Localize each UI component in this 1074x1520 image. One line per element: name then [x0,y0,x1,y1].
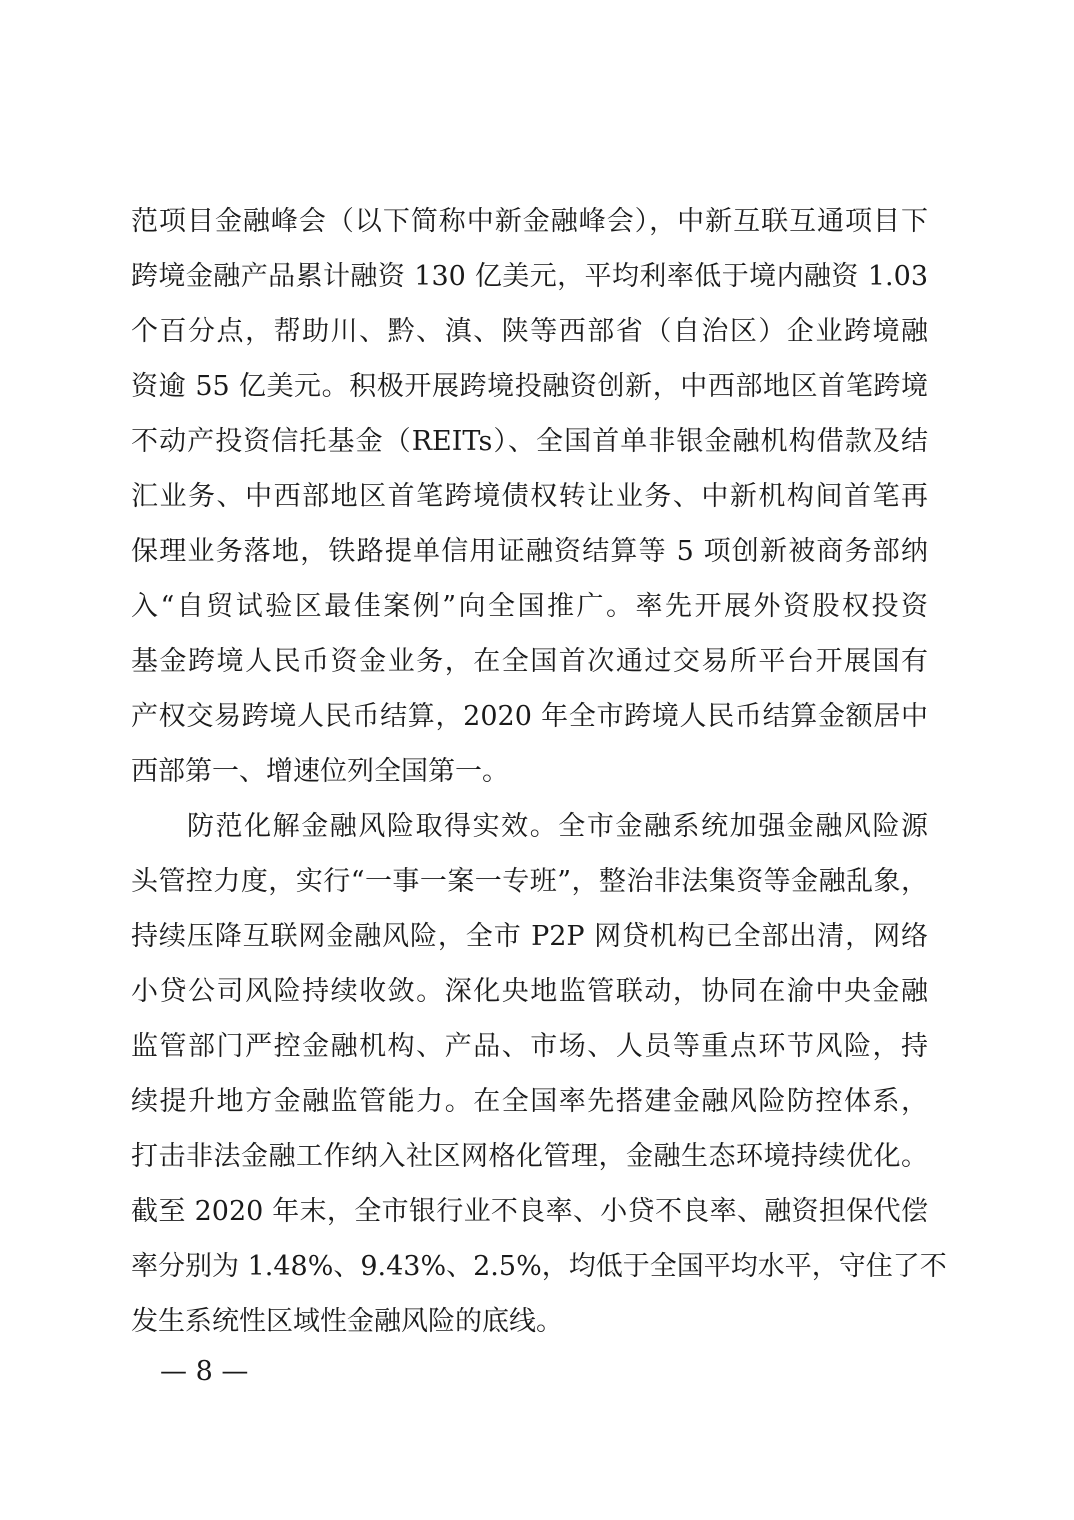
paragraph-2-line-7: 打击非法金融工作纳入社区网格化管理，金融生态环境持续优化。 [131,1141,928,1172]
paragraph-1-line-2: 跨境金融产品累计融资 130 亿美元，平均利率低于境内融资 1.03 [131,261,928,292]
paragraph-1-line-11: 西部第一、增速位列全国第一。 [131,756,509,787]
paragraph-1-line-6: 汇业务、中西部地区首笔跨境债权转让业务、中新机构间首笔再 [131,481,928,512]
paragraph-2-line-9: 率分别为 1.48%、9.43%、2.5%，均低于全国平均水平，守住了不 [131,1251,947,1282]
paragraph-2-line-5: 监管部门严控金融机构、产品、市场、人员等重点环节风险，持 [131,1031,928,1062]
paragraph-1-line-9: 基金跨境人民币资金业务，在全国首次通过交易所平台开展国有 [131,646,928,677]
page-number: — 8 — [160,1356,249,1387]
paragraph-2-line-10: 发生系统性区域性金融风险的底线。 [131,1306,563,1337]
paragraph-1-line-8: 入“自贸试验区最佳案例”向全国推广。率先开展外资股权投资 [131,591,928,622]
paragraph-1-line-3: 个百分点，帮助川、黔、滇、陕等西部省（自治区）企业跨境融 [131,316,928,347]
paragraph-2-line-4: 小贷公司风险持续收敛。深化央地监管联动，协同在渝中央金融 [131,976,928,1007]
paragraph-2-line-3: 持续压降互联网金融风险，全市 P2P 网贷机构已全部出清，网络 [131,921,928,952]
paragraph-1-line-1: 范项目金融峰会（以下简称中新金融峰会），中新互联互通项目下 [131,206,928,237]
paragraph-2-line-1: 防范化解金融风险取得实效。全市金融系统加强金融风险源 [187,811,928,842]
paragraph-2-line-6: 续提升地方金融监管能力。在全国率先搭建金融风险防控体系， [131,1086,928,1117]
paragraph-1-line-7: 保理业务落地，铁路提单信用证融资结算等 5 项创新被商务部纳 [131,536,928,567]
paragraph-2-line-2: 头管控力度，实行“一事一案一专班”，整治非法集资等金融乱象， [131,866,928,897]
paragraph-1-line-4: 资逾 55 亿美元。积极开展跨境投融资创新，中西部地区首笔跨境 [131,371,928,402]
paragraph-1-line-10: 产权交易跨境人民币结算，2020 年全市跨境人民币结算金额居中 [131,701,928,732]
paragraph-1-line-5: 不动产投资信托基金（REITs）、全国首单非银金融机构借款及结 [131,426,928,457]
paragraph-2-line-8: 截至 2020 年末，全市银行业不良率、小贷不良率、融资担保代偿 [131,1196,928,1227]
